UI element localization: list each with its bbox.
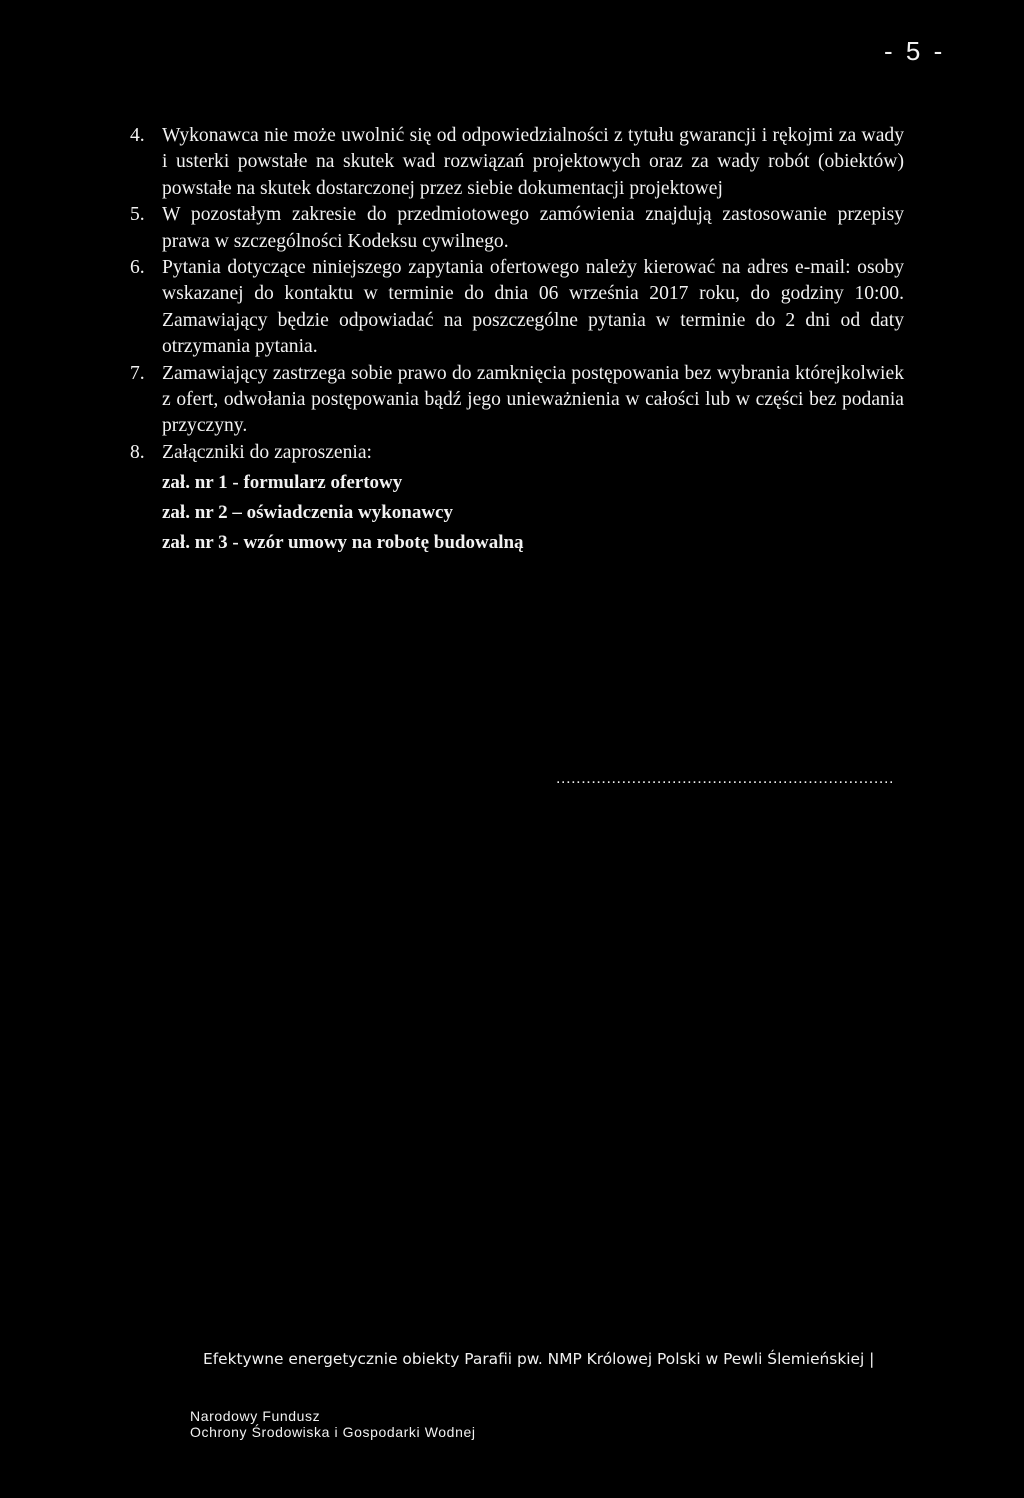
footer-fund-logo-text [190,1408,476,1440]
attachment-item: zał. nr 3 - wzór umowy na robotę budowalną [162,532,524,554]
attachment-item: zał. nr 2 – oświadczenia wykonawcy [162,502,453,524]
list-item [130,255,904,361]
item-number: 6. [130,257,145,279]
attachments-list [162,468,904,558]
fund-name-line-1: Narodowy Fundusz [190,1408,321,1424]
document-body [130,123,904,558]
item-text: Zamawiający zastrzega sobie prawo do zamknięcia postępowania bez wybrania którejkolwiek z ofert, odwołania postępowania bądź jego unieważnienia w całości lub w części bez podania przyczyny. [162,362,904,437]
item-number: 4. [130,125,145,146]
list-item [130,123,904,202]
attachment-item: zał. nr 1 - formularz ofertowy [162,472,403,494]
item-text: W pozostałym zakresie do przedmiotowego zamówienia znajdują zastosowanie przepisy prawa w szczególności Kodeksu cywilnego. [162,204,904,252]
list-item [130,440,904,466]
item-text: Pytania dotyczące niniejszego zapytania ofertowego należy kierować na adres e-mail: osoby wskazanej do kontaktu w terminie do dnia 06 września 2017 roku, do godziny 10:00. Zamawiający będzie odpowiadać na poszczególne pytania w terminie do 2 dni od daty otrzymania pytania. [162,257,904,358]
list-item [130,361,904,440]
item-text: Załączniki do zaproszenia: [162,441,372,463]
item-number: 8. [130,441,145,463]
list-item [130,202,904,255]
signature-line: ................................................................... [556,770,895,787]
footer-project-title: Efektywne energetycznie obiekty Parafii pw. NMP Królowej Polski w Pewli Ślemieńskiej | [203,1350,875,1368]
item-number: 7. [130,362,145,384]
item-text: Wykonawca nie może uwolnić się od odpowiedzialności z tytułu gwarancji i rękojmi za wady i usterki powstałe na skutek wad rozwiązań projektowych oraz za wady robót (obiektów) powstałe na skutek dostarczonej przez siebie dokumentacji projektowej [162,125,904,199]
page-number: - 5 - [884,36,946,66]
fund-name-line-2: Ochrony Środowiska i Gospodarki Wodnej [190,1424,476,1440]
item-number: 5. [130,204,145,226]
